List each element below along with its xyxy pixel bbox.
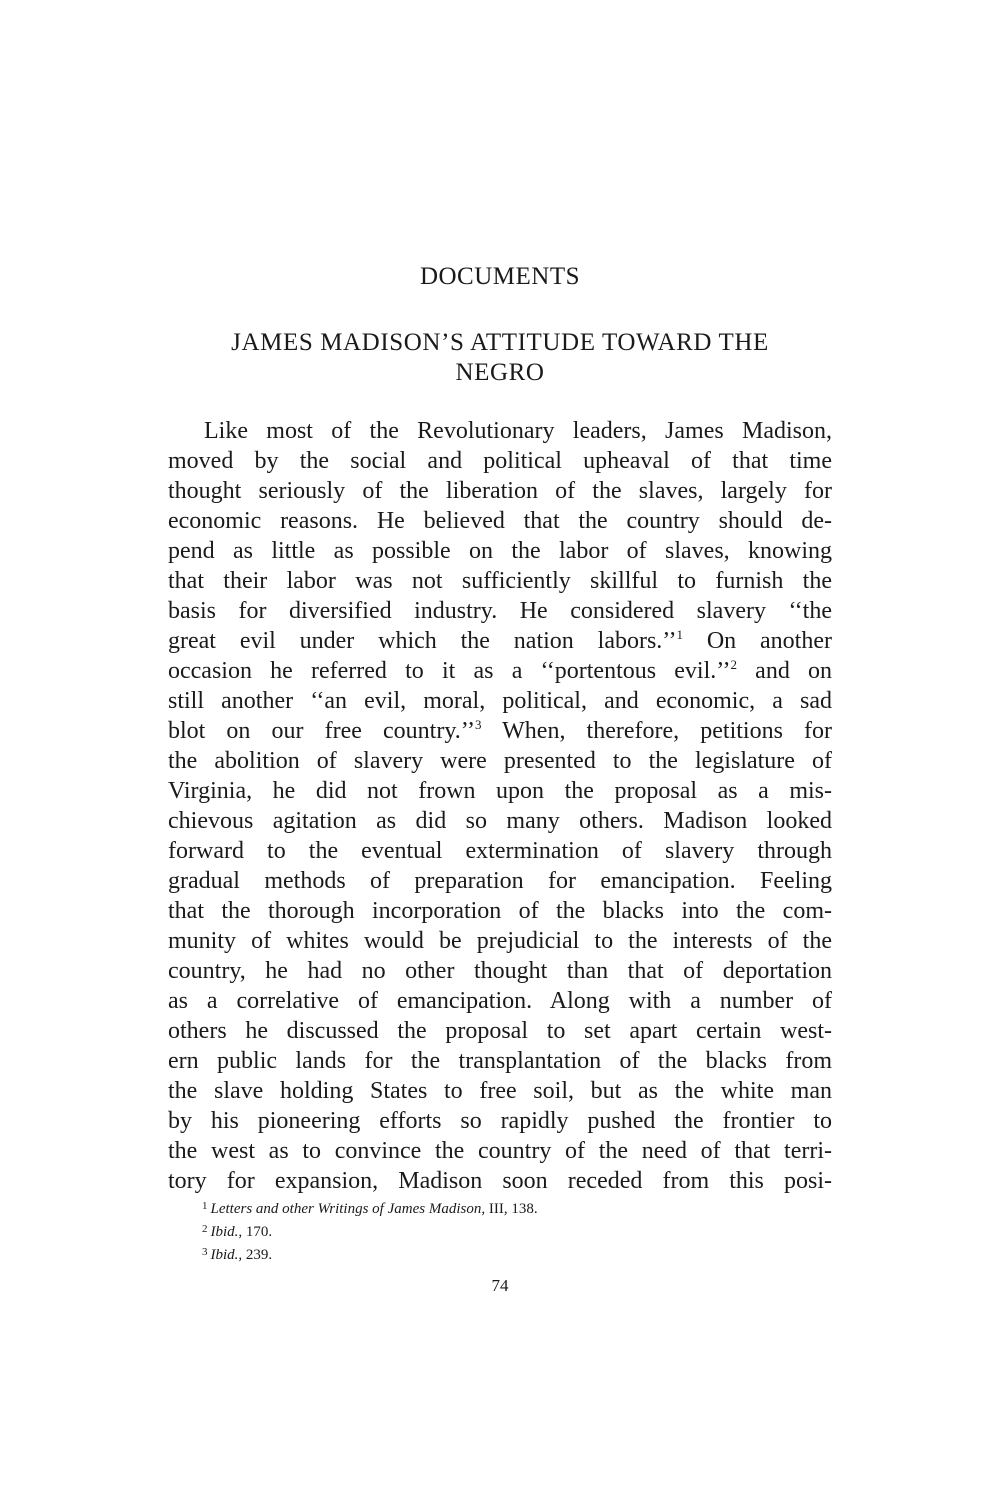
footnote-source: Letters and other Writings of James Madison, bbox=[210, 1201, 486, 1217]
footnote-3 bbox=[202, 1244, 842, 1267]
footnote-detail: 170. bbox=[242, 1224, 273, 1240]
footnote-detail: III, 138. bbox=[485, 1201, 538, 1217]
body-paragraph bbox=[168, 416, 832, 1196]
body-line-with-footnote bbox=[168, 626, 832, 656]
body-line: the west as to convince the country of the need of that terri- bbox=[168, 1138, 832, 1164]
body-line-text: occasion he referred to it as a ‘‘portentous evil.’’ bbox=[168, 658, 731, 684]
body-line-with-footnote bbox=[168, 656, 832, 686]
body-line: Like most of the Revolutionary leaders, James Madison, bbox=[204, 418, 832, 444]
footnote-source: Ibid., bbox=[210, 1224, 243, 1240]
footnote-ref-2: 2 bbox=[730, 657, 737, 672]
footnote-number: 3 bbox=[202, 1246, 208, 1258]
body-line: thought seriously of the liberation of the slaves, largely for bbox=[168, 478, 832, 504]
body-line: moved by the social and political upheaval of that time bbox=[168, 448, 832, 474]
body-line: as a correlative of emancipation. Along with a number of bbox=[168, 988, 832, 1014]
body-line: that the thorough incorporation of the blacks into the com- bbox=[168, 898, 832, 924]
body-line-with-footnote bbox=[168, 716, 832, 746]
body-line: still another ‘‘an evil, moral, political, and economic, a sad bbox=[168, 688, 832, 714]
footnote-1 bbox=[202, 1198, 842, 1221]
body-line-tail: When, therefore, petitions for bbox=[481, 718, 833, 744]
body-line: others he discussed the proposal to set apart certain west- bbox=[168, 1018, 832, 1044]
section-heading: DOCUMENTS bbox=[419, 263, 581, 290]
footnote-ref-3: 3 bbox=[474, 717, 482, 732]
footnote-ref-1: 1 bbox=[676, 627, 683, 642]
body-line: pend as little as possible on the labor of slaves, knowing bbox=[168, 538, 832, 564]
body-line: the slave holding States to free soil, but as the white man bbox=[168, 1078, 832, 1104]
body-line: economic reasons. He believed that the country should de- bbox=[168, 508, 832, 534]
body-line-text: great evil under which the nation labors.’’ bbox=[168, 628, 677, 654]
body-line: country, he had no other thought than that of deportation bbox=[168, 958, 832, 984]
body-line-tail: On another bbox=[683, 628, 832, 654]
body-line: Virginia, he did not frown upon the proposal as a mis- bbox=[168, 778, 832, 804]
body-line-tail: and on bbox=[736, 658, 833, 684]
footnotes bbox=[202, 1198, 842, 1267]
footnote-number: 1 bbox=[202, 1200, 208, 1212]
body-line: forward to the eventual extermination of slavery through bbox=[168, 838, 832, 864]
body-line: tory for expansion, Madison soon receded from this posi- bbox=[168, 1168, 832, 1194]
body-line: by his pioneering efforts so rapidly pushed the frontier to bbox=[168, 1108, 832, 1134]
body-line: chievous agitation as did so many others. Madison looked bbox=[168, 808, 832, 834]
body-line: gradual methods of preparation for emancipation. Feeling bbox=[168, 868, 832, 894]
body-line: munity of whites would be prejudicial to the interests of the bbox=[168, 928, 832, 954]
footnote-number: 2 bbox=[202, 1223, 208, 1235]
body-line: the abolition of slavery were presented to the legislature of bbox=[168, 748, 832, 774]
page-number: 74 bbox=[491, 1276, 509, 1295]
footnote-detail: 239. bbox=[242, 1247, 273, 1263]
body-line: ern public lands for the transplantation of the blacks from bbox=[168, 1048, 832, 1074]
body-line: that their labor was not sufficiently skillful to furnish the bbox=[168, 568, 832, 594]
body-line: basis for diversified industry. He considered slavery ‘‘the bbox=[168, 598, 832, 624]
footnote-source: Ibid., bbox=[210, 1247, 243, 1263]
body-line-text: blot on our free country.’’ bbox=[168, 718, 475, 744]
article-title: JAMES MADISON’S ATTITUDE TOWARD THE NEGRO bbox=[231, 329, 769, 386]
footnote-2 bbox=[202, 1221, 842, 1244]
